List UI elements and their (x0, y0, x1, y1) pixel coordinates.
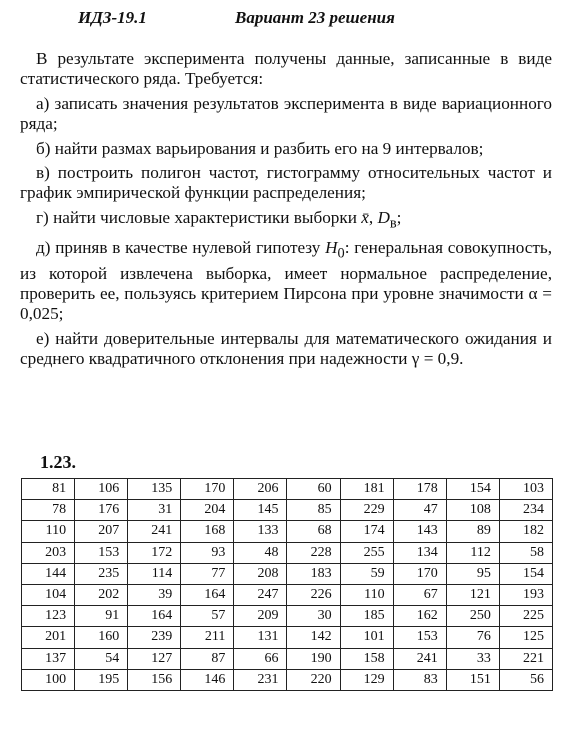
task-g-text: г) найти числовые характеристики выборки (36, 207, 362, 227)
task-d (20, 238, 552, 325)
table-row (22, 563, 553, 584)
table-cell: 134 (393, 542, 446, 563)
table-cell: 125 (499, 627, 552, 648)
hypothesis-symbol: H (325, 237, 338, 257)
table-cell: 151 (446, 669, 499, 690)
table-cell: 154 (499, 563, 552, 584)
table-cell: 201 (22, 627, 75, 648)
table-cell: 54 (75, 648, 128, 669)
task-d-end: ; (58, 304, 64, 324)
table-cell: 101 (340, 627, 393, 648)
task-g-sep: , (368, 207, 378, 227)
table-row (22, 627, 553, 648)
table-cell: 56 (499, 669, 552, 690)
table-cell: 228 (287, 542, 340, 563)
table-cell: 203 (22, 542, 75, 563)
intro-paragraph: В результате эксперимента получены данные, записанные в виде статистического ряда. Требуется: (20, 49, 552, 89)
table-cell: 108 (446, 500, 499, 521)
task-g (20, 208, 552, 234)
table-cell: 112 (446, 542, 499, 563)
table-row (22, 542, 553, 563)
table-cell: 89 (446, 521, 499, 542)
table-cell: 110 (340, 584, 393, 605)
table-cell: 91 (75, 606, 128, 627)
task-b: б) найти размах варьирования и разбить его на 9 интервалов; (36, 138, 484, 158)
task-e (20, 329, 552, 370)
problem-statement (20, 49, 552, 374)
table-cell: 103 (499, 479, 552, 500)
table-cell: 83 (393, 669, 446, 690)
table-cell: 142 (287, 627, 340, 648)
table-cell: 47 (393, 500, 446, 521)
table-cell: 207 (75, 521, 128, 542)
table-cell: 31 (128, 500, 181, 521)
table-row (22, 479, 553, 500)
table-row (22, 521, 553, 542)
table-cell: 144 (22, 563, 75, 584)
table-cell: 241 (393, 648, 446, 669)
hypothesis-subscript: 0 (337, 245, 345, 262)
table-cell: 81 (22, 479, 75, 500)
table-cell: 58 (499, 542, 552, 563)
table-cell: 185 (340, 606, 393, 627)
table-cell: 176 (75, 500, 128, 521)
table-cell: 156 (128, 669, 181, 690)
task-e-text: е) найти доверительные интервалы для математического ожидания и среднего квадратичного отклонения при надежности (20, 328, 552, 369)
variant-title: Вариант 23 решения (235, 8, 395, 27)
table-cell: 255 (340, 542, 393, 563)
table-cell: 181 (340, 479, 393, 500)
table-cell: 204 (181, 500, 234, 521)
task-a: а) записать значения результатов эксперимента в виде вариационного ряда; (20, 93, 552, 134)
table-cell: 104 (22, 584, 75, 605)
table-cell: 48 (234, 542, 287, 563)
data-table (21, 478, 553, 691)
task-e-end: . (459, 349, 464, 369)
table-cell: 67 (393, 584, 446, 605)
table-cell: 129 (340, 669, 393, 690)
table-cell: 145 (234, 500, 287, 521)
table-cell: 100 (22, 669, 75, 690)
table-cell: 95 (446, 563, 499, 584)
table-cell: 209 (234, 606, 287, 627)
table-cell: 206 (234, 479, 287, 500)
table-cell: 158 (340, 648, 393, 669)
table-cell: 208 (234, 563, 287, 584)
table-cell: 241 (128, 521, 181, 542)
table-cell: 170 (393, 563, 446, 584)
significance-level: α = 0,025 (20, 283, 552, 324)
table-cell: 131 (234, 627, 287, 648)
table-row (22, 669, 553, 690)
table-cell: 85 (287, 500, 340, 521)
table-cell: 68 (287, 521, 340, 542)
page-header (0, 8, 585, 32)
assignment-code: ИДЗ-19.1 (78, 8, 147, 27)
table-cell: 60 (287, 479, 340, 500)
table-cell: 190 (287, 648, 340, 669)
table-cell: 160 (75, 627, 128, 648)
table-cell: 33 (446, 648, 499, 669)
table-cell: 164 (128, 606, 181, 627)
table-row (22, 648, 553, 669)
table-row (22, 500, 553, 521)
table-cell: 77 (181, 563, 234, 584)
table-cell: 234 (499, 500, 552, 521)
table-cell: 178 (393, 479, 446, 500)
table-cell: 110 (22, 521, 75, 542)
table-cell: 114 (128, 563, 181, 584)
table-cell: 137 (22, 648, 75, 669)
table-cell: 30 (287, 606, 340, 627)
table-cell: 250 (446, 606, 499, 627)
sample-variance-symbol: D (377, 207, 390, 227)
table-cell: 123 (22, 606, 75, 627)
table-cell: 106 (75, 479, 128, 500)
table-cell: 193 (499, 584, 552, 605)
table-cell: 211 (181, 627, 234, 648)
table-cell: 127 (128, 648, 181, 669)
sample-mean-symbol: x̄ (361, 207, 369, 227)
table-cell: 153 (393, 627, 446, 648)
table-cell: 247 (234, 584, 287, 605)
sample-variance-subscript: в (389, 215, 397, 232)
task-v: в) построить полигон частот, гистограмму относительных частот и график эмпирической функции распределения; (20, 163, 552, 203)
table-cell: 57 (181, 606, 234, 627)
table-row (22, 606, 553, 627)
table-cell: 239 (128, 627, 181, 648)
table-cell: 235 (75, 563, 128, 584)
table-cell: 174 (340, 521, 393, 542)
table-cell: 146 (181, 669, 234, 690)
table-cell: 143 (393, 521, 446, 542)
table-cell: 220 (287, 669, 340, 690)
task-d-body: : генеральная совокупность, из которой извлечена выборка, имеет нормальное распределение, проверить ее, пользуясь критерием Пирсона при уровне значимости (20, 237, 552, 303)
table-cell: 135 (128, 479, 181, 500)
table-cell: 78 (22, 500, 75, 521)
table-cell: 39 (128, 584, 181, 605)
table-cell: 231 (234, 669, 287, 690)
table-cell: 172 (128, 542, 181, 563)
table-cell: 154 (446, 479, 499, 500)
table-cell: 133 (234, 521, 287, 542)
data-table-body (22, 479, 553, 691)
table-cell: 221 (499, 648, 552, 669)
table-cell: 170 (181, 479, 234, 500)
table-cell: 87 (181, 648, 234, 669)
table-cell: 225 (499, 606, 552, 627)
table-cell: 164 (181, 584, 234, 605)
table-cell: 93 (181, 542, 234, 563)
table-cell: 76 (446, 627, 499, 648)
task-d-text: д) приняв в качестве нулевой гипотезу (36, 237, 326, 257)
reliability-level: γ = 0,9 (411, 349, 460, 369)
task-g-end: ; (396, 207, 402, 227)
table-cell: 229 (340, 500, 393, 521)
table-cell: 182 (499, 521, 552, 542)
table-cell: 183 (287, 563, 340, 584)
table-cell: 202 (75, 584, 128, 605)
table-cell: 226 (287, 584, 340, 605)
table-row (22, 584, 553, 605)
table-cell: 121 (446, 584, 499, 605)
table-cell: 66 (234, 648, 287, 669)
table-cell: 195 (75, 669, 128, 690)
table-cell: 168 (181, 521, 234, 542)
table-cell: 153 (75, 542, 128, 563)
section-label: 1.23. (40, 452, 76, 472)
table-cell: 162 (393, 606, 446, 627)
table-cell: 59 (340, 563, 393, 584)
